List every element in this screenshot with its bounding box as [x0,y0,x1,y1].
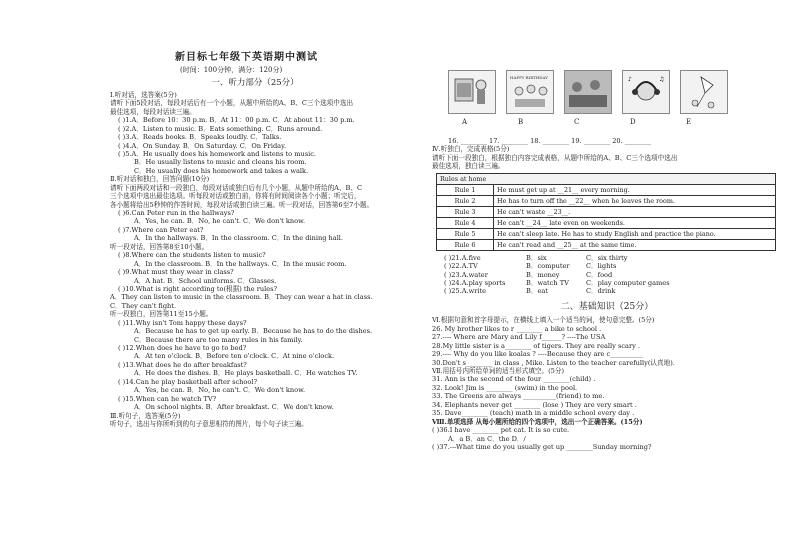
picture-e [680,70,728,114]
text-line: 请听下面5段对话，每段对话后有一个小题，从题中所给的A、B、C三个选项中选出 [110,99,354,108]
rule-label: Rule 6 [437,239,494,250]
listening-heading: 一、听力部分（25分） [211,78,299,88]
text-line: C．He usually does his homework and takes a walk. [134,166,309,175]
choice-q: ( )21.A.five [444,253,481,262]
rule-text: He has to turn off the __22__ when he leaves the room. [494,195,776,206]
choice-b: C．drink [586,287,616,296]
rule-text: He can't waste __23__. [494,206,776,217]
text-line: A．They can listen to music in the classroom. B．They can wear a hat in class. [110,293,373,302]
choice-q: ( )23.A.water [444,270,488,279]
choice-row [432,262,782,270]
text-line: 各小题将给出5秒钟的作答时间，每段对话或独白读三遍。听一段对话，回答第6至7小题。 [110,200,374,209]
text-line: ( )11.Why isn't Tom happy these days? [118,318,247,327]
text-line: 31. Ann is the second of the four ________(child) . [432,375,596,384]
exam-title: 新目标七年级下英语期中测试 [175,52,318,63]
basics-heading: 二、基础知识（25分） [560,301,654,312]
text-line: 听句子，选出与你所听到的句子意思相符的图片，每个句子读三遍。 [110,419,308,428]
text-line: ( )15.When can he watch TV? [118,394,217,403]
letter-b: B [518,118,524,126]
text-line: ( )37.---What time do you usually get up ________Sunday morning? [432,442,652,451]
rules-table-header: Rules at home [437,173,776,184]
text-line: C．They can't fight. [110,301,177,310]
table-row [437,206,776,217]
choice-a: B．computer [526,262,570,271]
choice-row [432,254,782,262]
text-line: Ⅲ.听句子，选答案(5分) [110,411,181,420]
text-line: 33. The Greens are always __________(friend) to me. [432,392,605,401]
text-line: 32. Look! Jim is ________ (swim) in the pool. [432,383,578,392]
text-line: 三个选项中选出最佳选项。听每段对话或独白前，你将有时间阅读各个小题；听完后， [110,192,361,201]
text-line: 35. Dave________ (teach) math in a middle school every day . [432,409,635,418]
rule-text: He can't read and __25__ at the same time. [494,239,776,250]
rule-text: He can't sleep late. He has to study English and practice the piano. [494,228,776,239]
svg-text:♪: ♪ [628,76,632,83]
table-row [437,228,776,239]
rule-label: Rule 1 [437,184,494,195]
choice-b: C．food [586,270,613,279]
exam-subtitle: (时间：100分钟，满分：120分) [180,66,283,74]
birthday-banner: HAPPY BIRTHDAY [510,75,548,80]
listening-questions [110,91,400,429]
text-line: ( )9.What must they wear in class? [118,268,234,277]
letter-c: C [574,118,580,126]
text-line: ( )36.I have ________ pet cat. It is so cute. [432,426,570,435]
text-line: ( )5.A．He usually does his homework and listens to music. [118,149,316,158]
text-line: 34. Elephants never get ________ (lose ) They are very smart . [432,400,637,409]
text-line: A．a B．an C．the D．/ [448,434,526,443]
text-line: 29.---- Why do you like koalas ? ----Because they are c__________ [432,350,644,359]
text-line: Ⅰ.听对话，选答案(5分) [110,90,177,99]
text-line: 听一段独白，回答第11至15小题。 [110,310,213,319]
choice-b: C．six thirty [586,253,628,262]
table-row [437,217,776,228]
picture-letters [462,118,782,127]
text-line: ( )2.A．Listen to music. B．Eats something. C．Runs around. [118,124,323,133]
choice-row [432,287,782,295]
text-line: Ⅶ.用括号内所给单词的适当形式填空。(5分) [432,367,565,376]
picture-answers: 16. ________ 17. ________ 18. ________ 19. ________ 20. ________ [448,136,652,145]
text-line: 28.My little sister is a________ of tigers. They are really scary . [432,341,641,350]
text-line: 听一段对话，回答第8至10小题。 [110,242,209,251]
choice-q: ( )25.A.write [444,287,487,296]
choice-a: B．watch TV [526,279,569,288]
text-line: B．He usually listens to music and cleans his room. [134,158,307,167]
text-line: ( )3.A．Reads books. B．Speaks loudly. C．Talks. [118,133,282,142]
table-row [437,239,776,250]
text-line: A．On school nights. B．After breakfast. C．We don't know. [134,403,334,412]
basics-questions [432,316,782,451]
choice-b: C．lights [586,262,617,271]
rule-text: He can't __24__ late even on weekends. [494,217,776,228]
text-line: Ⅱ.听对话和独白，回答问题(10分) [110,175,210,184]
choice-a: B．money [526,270,560,279]
letter-e: E [686,118,692,126]
text-line: ( )7.Where can Peter eat? [118,225,204,234]
text-line: ( )13.What does he do after breakfast? [118,360,247,369]
text-line: ( )6.Can Peter run in the hallways? [118,209,235,217]
table-row [437,195,776,206]
text-line: A．Yes, he can. B．No, he can't. C．We don't know. [134,386,306,395]
text-line: ( )8.Where can the students listen to music? [118,251,266,260]
picture-a [448,70,496,114]
text-line: ( )10.What is right according to(根据) the rules? [118,284,278,293]
text-line: 请听下面两段对话和一段独白，每段对话或独白后有几个小题，从题中所给的A、B、C [110,183,363,192]
text-line: A．In the classroom. B．In the hallways. C．In the music room. [134,259,347,268]
rule-label: Rule 3 [437,206,494,217]
text-line: A．At ten o'clock. B．Before ten o'clock. C．At nine o'clock. [134,352,335,361]
choice-row [432,271,782,279]
rule-text: He must get up at __21__ every morning. [494,184,776,195]
text-line: ( )1.A．Before 10：30 p.m. B．At 11：00 p.m. C．At about 11：30 p.m. [118,116,355,125]
choice-a: B．six [526,253,547,262]
text-line: ( )4.A．On Sunday. B．On Saturday. C．On Friday. [118,141,287,150]
text-line: A．A hat. B．School uniforms. C．Glasses. [134,276,277,285]
rules-table [436,173,776,251]
text-line: ( )12.When does he have to go to bed? [118,344,247,352]
text-line: A．He does the dishes. B．He plays basketball. C．He watches TV. [134,369,358,378]
text-line: Ⅷ.单项选择 从每小题所给的四个选项中，选出一个正确答案。(15分) [432,417,643,426]
sec4-line1: Ⅳ.听独白，完成表格(5分) [432,145,510,154]
choices-21-25 [432,254,782,296]
left-column [110,76,400,428]
text-line: ( )14.Can he play basketball after school? [118,377,257,386]
text-line: C．Because there are too many rules in his family. [134,335,303,344]
text-line: 最佳选项，每段对话读三遍。 [110,107,196,116]
rule-label: Rule 2 [437,195,494,206]
text-line: A．In the hallways. B．In the classroom. C．In the dining hall. [134,234,344,243]
text-line: 26. My brother likes to r ________ a bike to school . [432,324,602,333]
choice-q: ( )24.A.play sports [444,279,506,288]
text-line: 27.---- Where are Mary and Lily f______? ----The USA [432,333,606,342]
right-column [432,66,782,451]
rule-label: Rule 4 [437,217,494,228]
text-line: Ⅵ.根据句意和首字母提示，在横线上填入一个适当的词，使句意完整。(5分) [432,316,655,325]
choice-b: C．play computer games [586,279,670,288]
text-line: A．Because he has to get up early. B．Because he has to do the dishes. [134,327,373,336]
svg-text:♫: ♫ [659,76,665,83]
picture-d [622,70,670,114]
letter-d: D [630,118,636,126]
picture-b [506,70,554,114]
choice-q: ( )22.A.TV [444,262,478,271]
table-row [437,184,776,195]
choice-row [432,279,782,287]
sec4-line3: 最佳选项，独白读三遍。 [432,162,505,171]
text-line: A．Yes, he can. B．No, he can't. C．We don't know. [134,217,306,226]
picture-row [448,70,782,114]
letter-a: A [462,118,468,126]
text-line: 30.Don't s________ in class , Mike. Listen to the teacher carefully(认真地). [432,358,675,367]
choice-a: B．eat [526,287,548,296]
rule-label: Rule 5 [437,228,494,239]
picture-c [564,70,612,114]
sec4-line2: 请听下面一段独白，根据独白内容完成表格，从题中所给的A、B、C三个选项中选出 [432,153,678,162]
